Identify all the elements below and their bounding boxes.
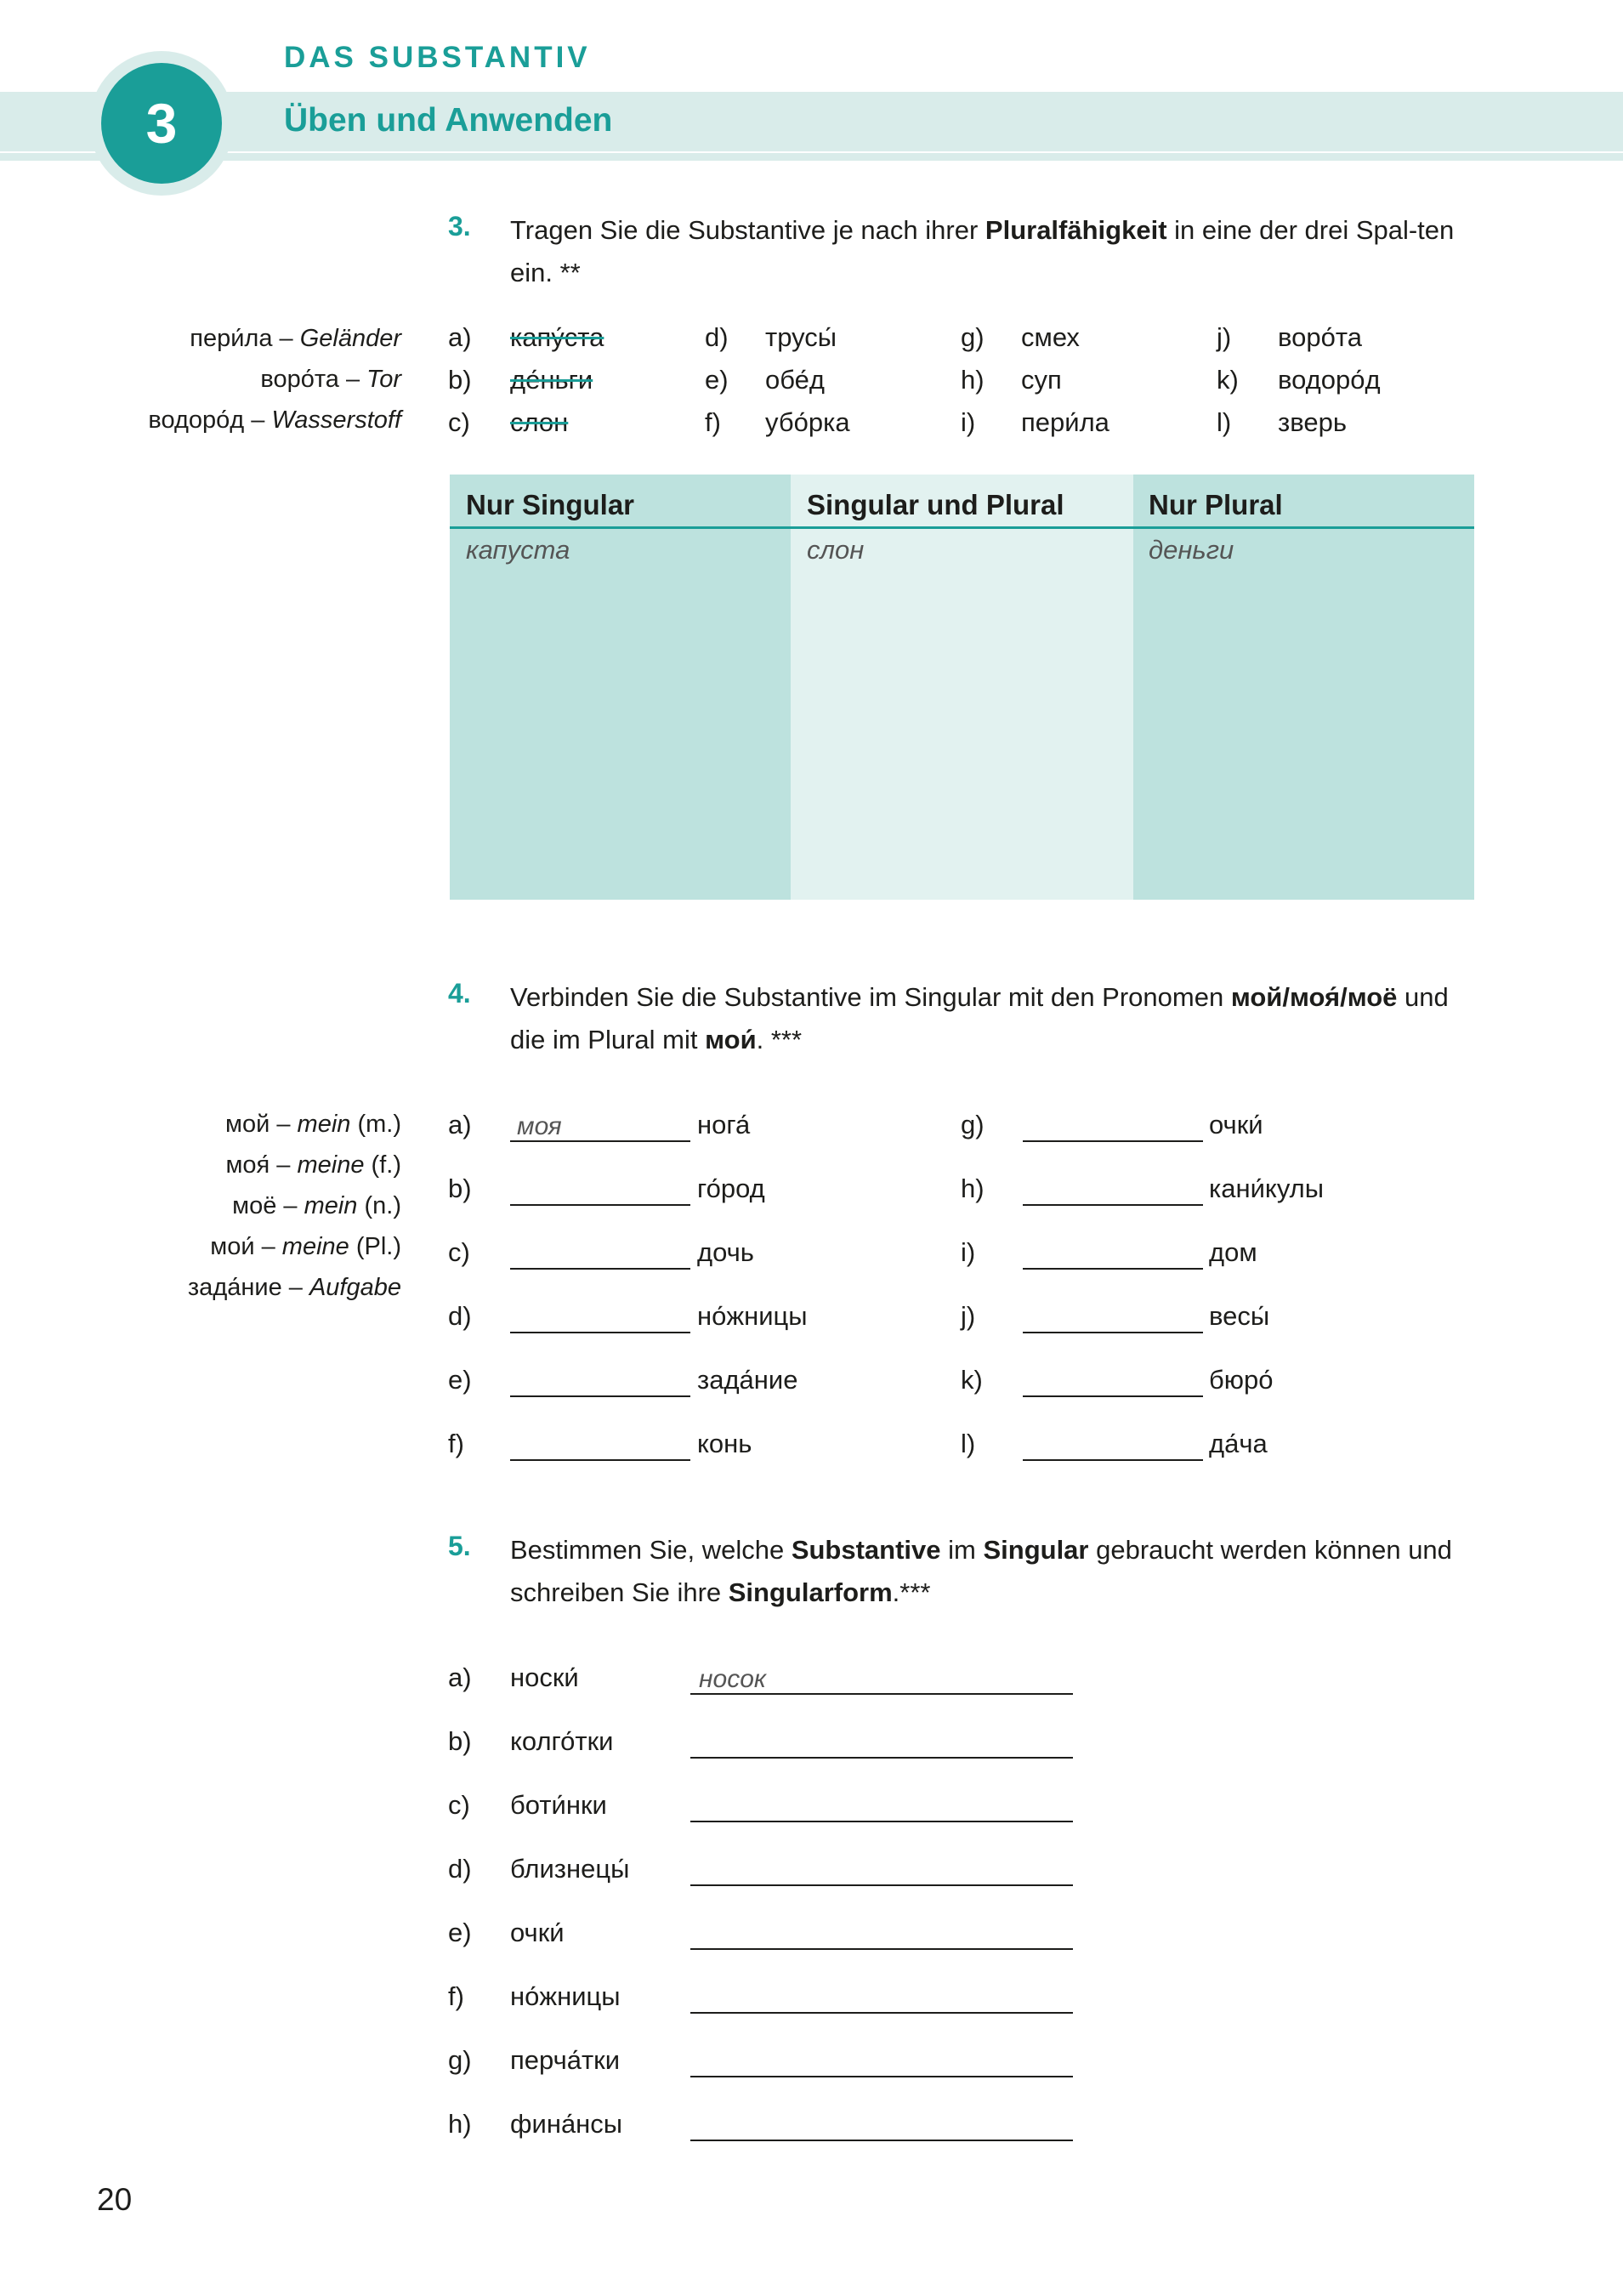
answer-blank[interactable] [690,1787,1073,1822]
item-label: g) [961,1110,985,1139]
item-word: суп [1021,365,1062,395]
item-word: го́род [697,1174,765,1203]
item-label: c) [448,1237,470,1267]
item-label: b) [448,1726,472,1756]
glossary-entry: моё – mein (n.) [232,1192,401,1219]
item-label: a) [448,322,472,352]
item-label: g) [448,2045,472,2075]
item-word: конь [697,1429,752,1458]
answer-blank[interactable] [510,1106,690,1142]
item-word: де́ньги [510,365,593,395]
answer-blank[interactable] [1023,1170,1203,1206]
table-cell-example[interactable]: капуста [466,535,570,565]
handwritten-answer: носок [699,1665,767,1693]
glossary-entry: воро́та – Tor [260,366,401,393]
exercise-4-instruction: Verbinden Sie die Substantive im Singular mit den Pronomen мой/моя́/моё und die im Plural mit мои́. *** [510,982,1449,1054]
answer-blank[interactable] [1023,1106,1203,1142]
answer-blank[interactable] [690,2042,1073,2077]
item-word: боти́нки [510,1790,607,1820]
item-word: но́жницы [697,1301,808,1331]
item-label: k) [1217,365,1239,395]
answer-blank[interactable] [690,1914,1073,1950]
item-word: обе́д [765,365,825,395]
item-word: капу́ста [510,322,604,352]
answer-blank[interactable] [1023,1298,1203,1333]
answer-blank[interactable] [510,1425,690,1461]
item-word: но́жницы [510,1981,621,2011]
page-number: 20 [97,2182,133,2217]
item-word: пери́ла [1021,407,1109,437]
answer-blank[interactable] [690,1978,1073,2014]
exercise-5-instruction: Bestimmen Sie, welche Substantive im Singular gebraucht werden können und schreiben Sie ihre Singularform.*** [510,1535,1452,1607]
item-word: кани́кулы [1209,1174,1325,1203]
item-word: весы́ [1209,1301,1270,1331]
section-title: Üben und Anwenden [284,102,613,139]
table-header: Singular und Plural [807,489,1064,520]
glossary-entry: пери́ла – Geländer [190,325,401,352]
item-word: нога́ [697,1110,751,1139]
item-label: i) [961,1237,976,1267]
answer-blank[interactable] [690,1850,1073,1886]
item-label: f) [448,1429,464,1458]
item-label: d) [448,1301,472,1331]
item-label: l) [1217,407,1232,437]
item-label: g) [961,322,985,352]
exercise-3-instruction: Tragen Sie die Substantive je nach ihrer Pluralfähigkeit in eine der drei Spal-ten ein. ** [510,215,1455,287]
handwritten-answer: моя [517,1112,562,1140]
item-label: a) [448,1110,472,1139]
header-band [0,92,1623,151]
item-word: дочь [697,1237,754,1267]
table-header: Nur Plural [1149,489,1283,520]
item-word: смех [1021,322,1080,352]
exercise-4-number: 4. [448,978,471,1009]
item-word: бюро́ [1209,1365,1274,1395]
glossary-entry: зада́ние – Aufgabe [187,1274,401,1301]
header-rule [0,153,1623,161]
answer-blank[interactable] [510,1170,690,1206]
item-word: носки́ [510,1662,579,1692]
item-word: зада́ние [697,1365,798,1395]
item-label: j) [1217,322,1232,352]
item-word: очки́ [1209,1110,1263,1139]
answer-blank[interactable] [510,1234,690,1270]
item-word: дом [1209,1237,1257,1267]
item-word: перча́тки [510,2045,621,2075]
chapter-badge: 3 [101,63,222,184]
item-label: i) [961,407,976,437]
item-word: очки́ [510,1918,565,1947]
item-word: близнецы́ [510,1854,630,1884]
item-label: f) [705,407,721,437]
item-label: h) [961,365,985,395]
item-label: d) [448,1854,472,1884]
table-cell-example[interactable]: слон [807,535,865,565]
table-cell-example[interactable]: деньги [1149,535,1234,565]
item-word: водоро́д [1278,365,1381,395]
answer-blank[interactable] [510,1298,690,1333]
item-label: b) [448,365,472,395]
glossary-entry: мой – mein (m.) [225,1111,401,1138]
item-word: колго́тки [510,1726,614,1756]
glossary-entry: водоро́д – Wasserstoff [148,406,401,434]
answer-blank[interactable] [1023,1361,1203,1397]
item-label: c) [448,407,470,437]
item-label: d) [705,322,729,352]
glossary-entry: моя́ – meine (f.) [225,1151,401,1179]
item-label: f) [448,1981,464,2011]
item-label: e) [448,1918,472,1947]
item-label: c) [448,1790,470,1820]
item-label: b) [448,1174,472,1203]
item-label: h) [961,1174,985,1203]
item-word: слон [510,407,569,437]
glossary-entry: мои́ – meine (Pl.) [210,1233,401,1260]
item-word: убо́рка [765,407,850,437]
exercise-3-number: 3. [448,211,471,242]
answer-blank[interactable] [690,2106,1073,2141]
exercise-5-number: 5. [448,1531,471,1561]
table-header-rule [450,526,1474,529]
answer-blank[interactable] [510,1361,690,1397]
chapter-kicker: DAS SUBSTANTIV [284,41,591,74]
item-label: h) [448,2109,472,2139]
item-label: e) [705,365,729,395]
table-header: Nur Singular [466,489,635,520]
answer-blank[interactable] [1023,1425,1203,1461]
item-word: зверь [1278,407,1347,437]
item-label: l) [961,1429,976,1458]
answer-blank[interactable] [690,1659,1073,1695]
item-word: фина́нсы [510,2109,623,2139]
item-label: e) [448,1365,472,1395]
item-label: k) [961,1365,983,1395]
item-word: да́ча [1209,1429,1268,1458]
item-word: трусы́ [765,322,837,352]
answer-blank[interactable] [1023,1234,1203,1270]
item-word: воро́та [1278,322,1362,352]
answer-blank[interactable] [690,1723,1073,1759]
item-label: j) [961,1301,976,1331]
item-label: a) [448,1662,472,1692]
